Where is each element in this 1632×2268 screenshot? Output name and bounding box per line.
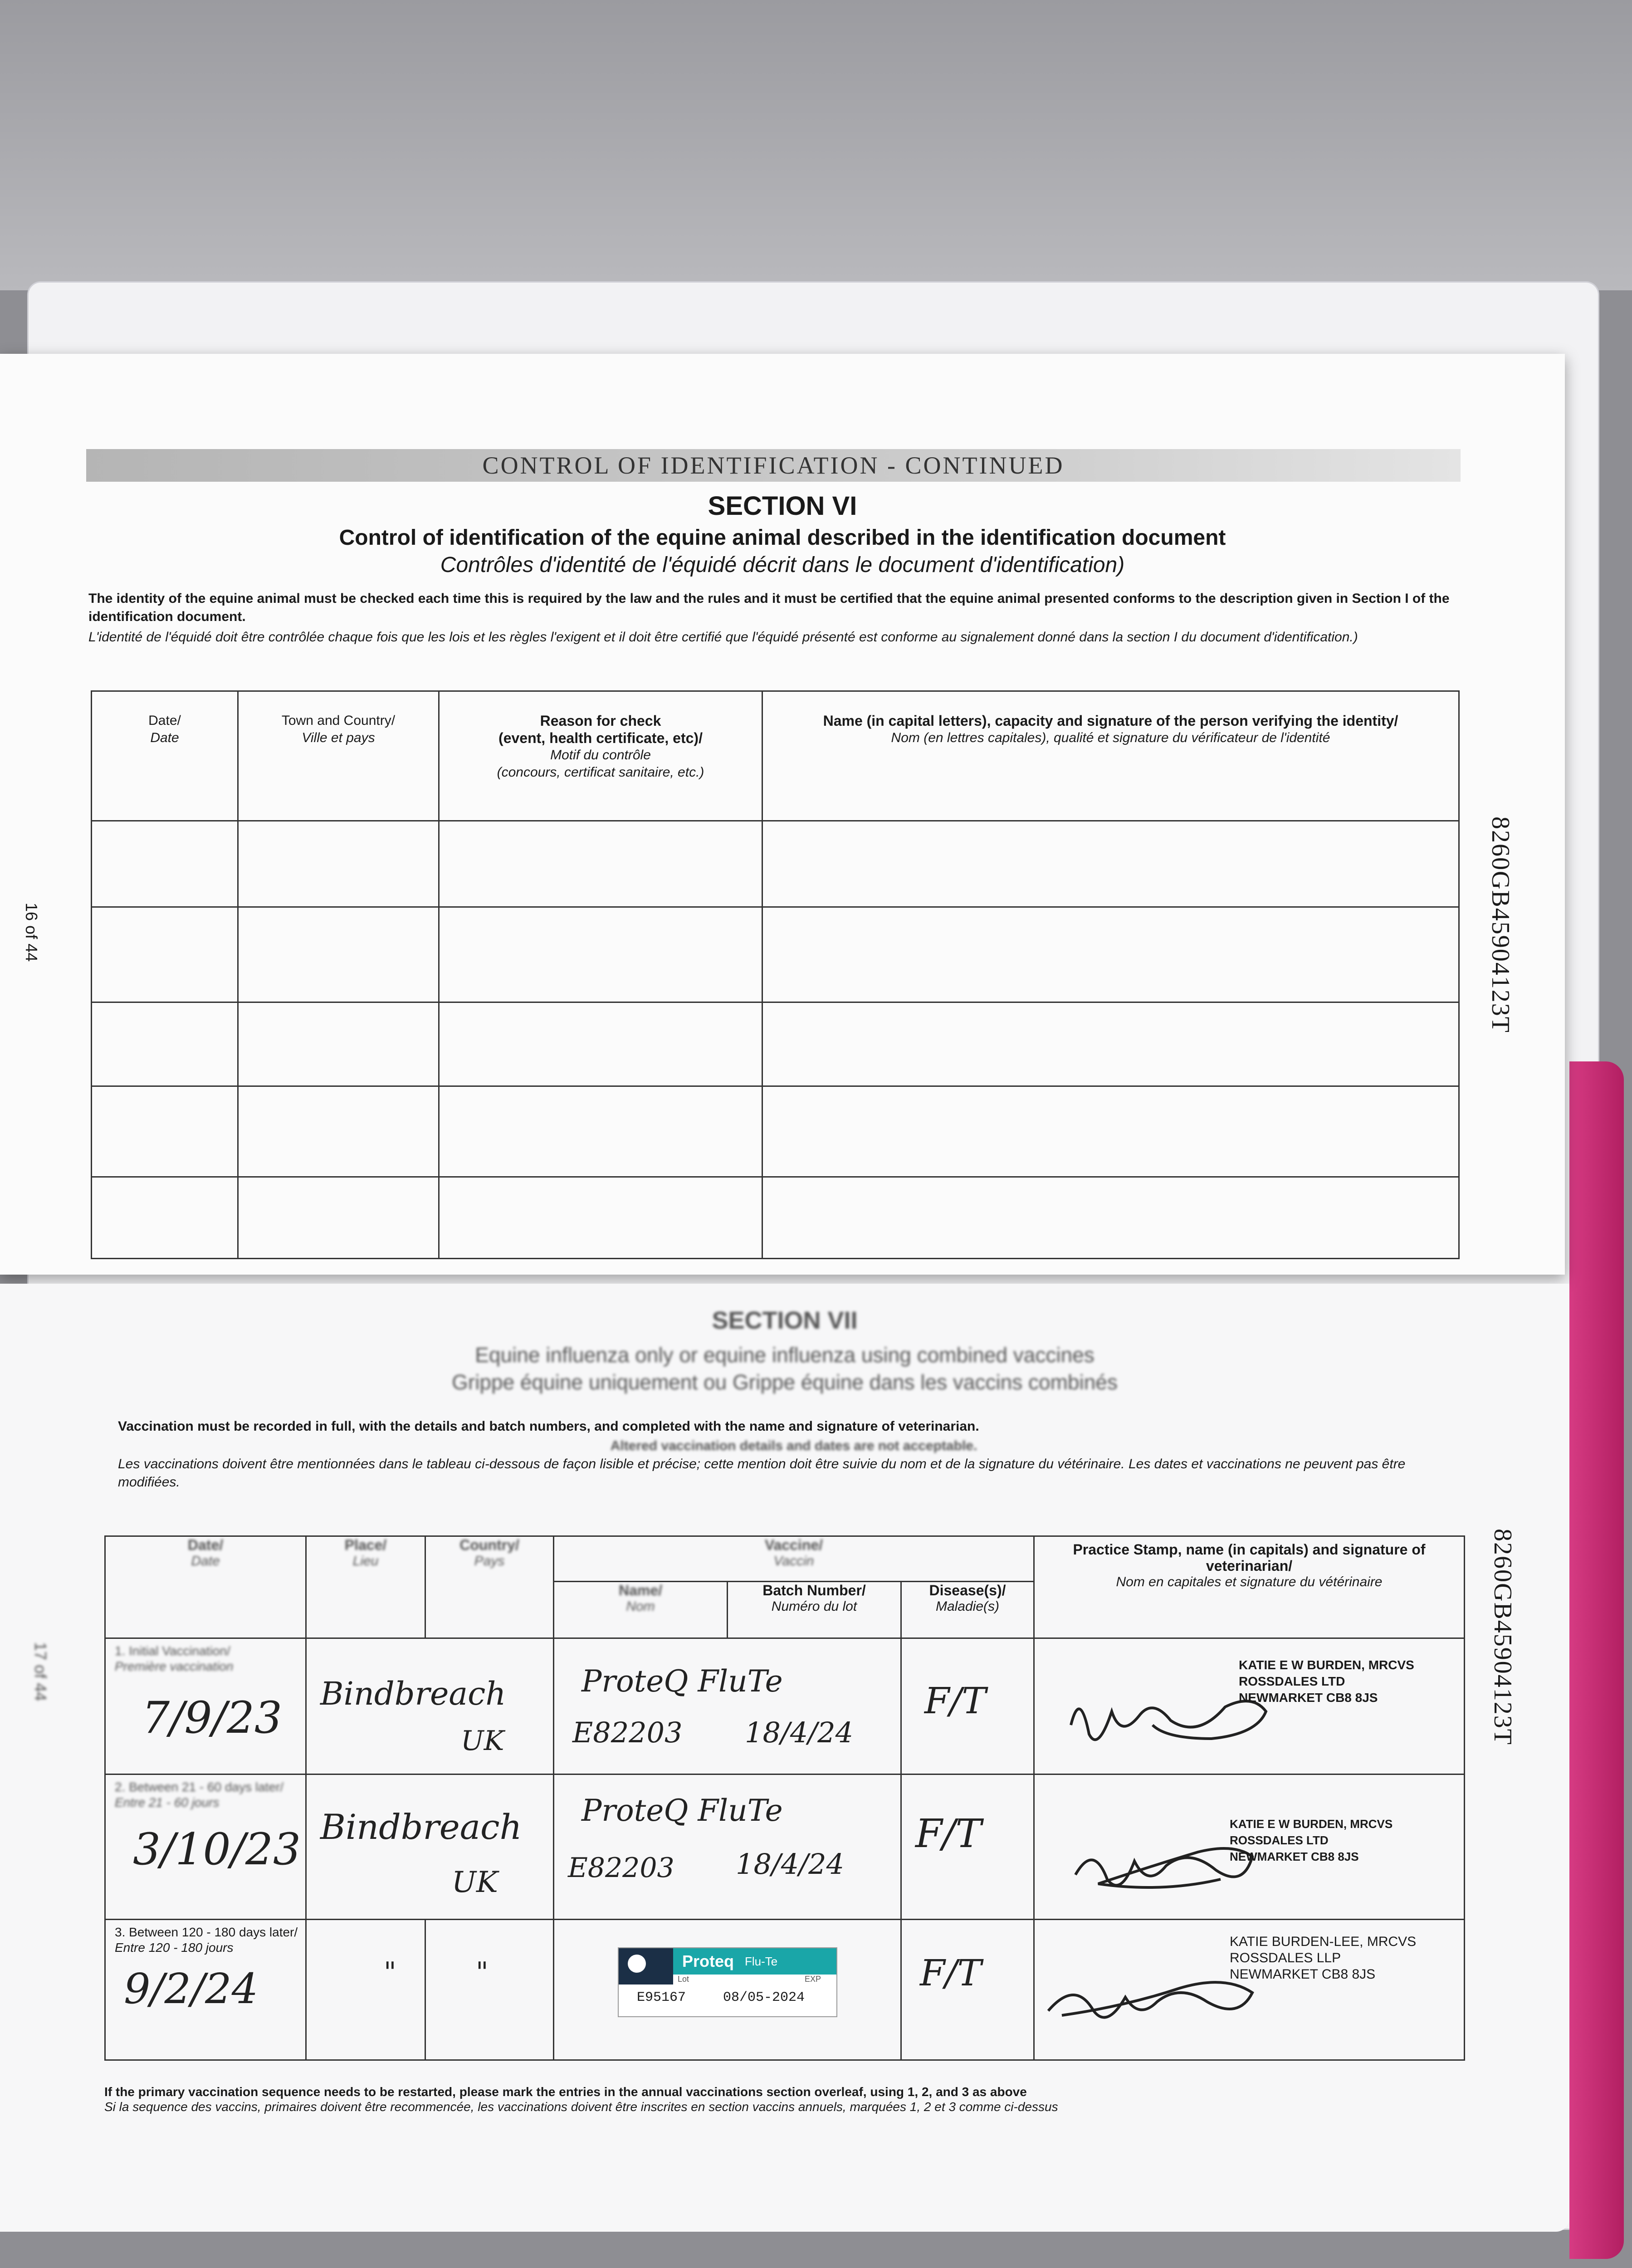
col-country-fr: Pays [474, 1554, 505, 1569]
vaccination-date: 3/10/23 [133, 1824, 301, 1875]
vet-stamp [1230, 1816, 1393, 1865]
row-label-en: 1. Initial Vaccination/ [115, 1644, 230, 1658]
col-date-en: Date/ [187, 1537, 224, 1553]
table-row [92, 1086, 1459, 1177]
col-reason-fr: Motif du contrôle [550, 748, 651, 763]
stamp-line-practice: ROSSDALES LLP [1230, 1950, 1341, 1965]
section-vii-title: SECTION VII [712, 1307, 858, 1334]
stamp-line-name: KATIE BURDEN-LEE, MRCVS [1230, 1934, 1417, 1949]
section-vii-intro-en: Vaccination must be recorded in full, with the details and batch numbers, and completed with the name and signature of veterinarian. [118, 1419, 979, 1434]
place-country-cell [306, 1638, 554, 1774]
footnote-en: If the primary vaccination sequence needs to be restarted, please mark the entries in the annual vaccinations section overleaf, using 1, 2, and 3 as above [104, 2085, 1027, 2099]
col-town [238, 691, 439, 821]
col-vaccine-name [554, 1582, 728, 1638]
col-reason [439, 691, 762, 821]
place-cell [306, 1920, 425, 2060]
sticker-date: 08/05-2024 [723, 1990, 805, 2005]
col-batch [728, 1582, 901, 1638]
vet-stamp [1230, 1934, 1416, 1983]
disease-value: F/T [920, 1952, 982, 1994]
section-vii-title-fr: Grippe équine uniquement ou Grippe équine dans les vaccins combinés [452, 1370, 1118, 1394]
vaccine-name: ProteQ FluTe [581, 1793, 783, 1828]
col-country-en: Country/ [459, 1537, 519, 1553]
vaccination-date: 7/9/23 [142, 1692, 282, 1743]
table-row [105, 1638, 1465, 1774]
vaccination-place: Bindbreach [320, 1675, 506, 1712]
col-vet-fr: Nom en capitales et signature du vétérinaire [1116, 1574, 1383, 1589]
date-cell [105, 1920, 306, 2060]
table-row [92, 907, 1459, 1002]
stamp-line-practice: ROSSDALES LTD [1230, 1833, 1329, 1847]
col-place [306, 1536, 425, 1638]
col-disease-fr: Maladie(s) [935, 1599, 1000, 1614]
col-country [425, 1536, 554, 1638]
col-disease-en: Disease(s)/ [929, 1582, 1006, 1598]
section-vii-title-en: Equine influenza only or equine influenza using combined vaccines [475, 1343, 1095, 1367]
stamp-line-name: KATIE E W BURDEN, MRCVS [1239, 1658, 1414, 1672]
vet-cell [1034, 1638, 1465, 1774]
col-vaccine-fr: Vaccin [773, 1554, 814, 1569]
disease-value: F/T [915, 1811, 982, 1857]
sticker-brand: Proteq [682, 1952, 734, 1970]
scanner-background [0, 0, 1632, 290]
col-date-en: Date/ [148, 713, 181, 728]
col-verifier [762, 691, 1459, 821]
stamp-line-address: NEWMARKET CB8 8JS [1230, 1967, 1376, 1982]
row-label-en: 3. Between 120 - 180 days later/ [115, 1925, 298, 1939]
section-vi-intro-fr: L'identité de l'équidé doit être contrôlée chaque fois que les lois et les règles l'exigent et il doit être certifié que l'équidé présenté est conforme au signalement donné dans la section I du document d'identification.) [88, 630, 1358, 645]
vet-signature [1044, 1961, 1261, 2033]
disease-cell [901, 1920, 1034, 2060]
stamp-line-name: KATIE E W BURDEN, MRCVS [1230, 1817, 1393, 1831]
row-label-fr: Entre 120 - 180 jours [115, 1941, 234, 1955]
row-label-en: 2. Between 21 - 60 days later/ [115, 1780, 283, 1794]
identity-check-table [91, 690, 1460, 1259]
vaccination-country: UK [461, 1725, 504, 1757]
batch-number: E82203 [568, 1852, 674, 1884]
section-vi-title-en: Control of identification of the equine animal described in the identification document [339, 526, 1226, 550]
section-vi-title-fr: Contrôles d'identité de l'équidé décrit dans le document d'identification) [440, 553, 1125, 577]
vaccination-country: UK [452, 1866, 498, 1899]
stamp-line-practice: ROSSDALES LTD [1239, 1674, 1345, 1688]
row-label-fr: Première vaccination [115, 1659, 234, 1673]
col-name-en: Name/ [618, 1582, 663, 1598]
col-place-fr: Lieu [352, 1554, 379, 1569]
footnote-fr: Si la sequence des vaccins, primaires doivent être recommencée, les vaccinations doivent être inscrites en section vaccins annuels, marquées 1, 2 et 3 comme ci-dessus [104, 2100, 1058, 2114]
vaccination-table [104, 1535, 1465, 2061]
disease-cell [901, 1638, 1034, 1774]
vaccination-country: " [476, 1956, 489, 1988]
col-vaccine [554, 1536, 1034, 1582]
table-row [92, 1002, 1459, 1086]
col-verifier-fr: Nom (en lettres capitales), qualité et signature du vérificateur de l'identité [891, 730, 1330, 745]
col-batch-fr: Numéro du lot [771, 1599, 857, 1614]
col-date-fr: Date [191, 1554, 220, 1569]
passport-pink-edge [1569, 1061, 1624, 2259]
col-vet-en: Practice Stamp, name (in capitals) and signature of veterinarian/ [1073, 1541, 1426, 1574]
page-number-17: 17 of 44 [31, 1642, 50, 1701]
col-verifier-en: Name (in capital letters), capacity and signature of the person verifying the identity/ [823, 713, 1398, 729]
vaccination-place: " [384, 1956, 396, 1988]
col-disease [901, 1582, 1034, 1638]
place-country-cell [306, 1774, 554, 1920]
sticker-exp-label: EXP [805, 1975, 821, 1984]
batch-number: E82203 [572, 1716, 683, 1749]
col-vet [1034, 1536, 1465, 1638]
table-row [92, 821, 1459, 907]
vet-cell [1034, 1774, 1465, 1920]
passport-id-bottom: 8260GB45904123T [1489, 1529, 1517, 1745]
stamp-line-address: NEWMARKET CB8 8JS [1230, 1850, 1359, 1863]
vaccine-cell [554, 1920, 901, 2060]
table-row [92, 1177, 1459, 1259]
col-vaccine-en: Vaccine/ [764, 1537, 823, 1553]
col-name-fr: Nom [626, 1599, 655, 1614]
vaccination-place: Bindbreach [320, 1807, 522, 1847]
col-batch-en: Batch Number/ [762, 1582, 866, 1598]
col-reason-en2: (event, health certificate, etc)/ [498, 730, 703, 746]
vaccine-cell [554, 1774, 901, 1920]
col-date [92, 691, 238, 821]
vaccination-date: 9/2/24 [124, 1965, 259, 2013]
col-town-en: Town and Country/ [281, 713, 396, 728]
header-title: CONTROL OF IDENTIFICATION - CONTINUED [482, 452, 1065, 479]
sticker-product: Flu-Te [745, 1955, 778, 1968]
page-number-16: 16 of 44 [22, 903, 41, 962]
vet-cell [1034, 1920, 1465, 2060]
table-row [105, 1774, 1465, 1920]
vaccine-cell [554, 1638, 901, 1774]
passport-id-top: 8260GB45904123T [1486, 816, 1515, 1033]
table-row [105, 1920, 1465, 2060]
col-reason-fr2: (concours, certificat sanitaire, etc.) [497, 765, 704, 780]
row-label-fr: Entre 21 - 60 jours [115, 1795, 220, 1809]
batch-date: 18/4/24 [736, 1848, 845, 1881]
section-vii-intro-en2: Altered vaccination details and dates are not acceptable. [610, 1438, 977, 1453]
disease-cell [901, 1774, 1034, 1920]
col-date-fr: Date [150, 730, 179, 745]
country-cell [425, 1920, 554, 2060]
section-vi-intro-en: The identity of the equine animal must be checked each time this is required by the law and the rules and it must be certified that the equine animal presented conforms to the description given in Section I of the identification document. [88, 591, 1450, 624]
disease-value: F/T [924, 1680, 986, 1722]
sticker-lot-label: Lot [678, 1975, 689, 1984]
section-vi-title: SECTION VI [708, 491, 857, 521]
vet-stamp [1239, 1657, 1414, 1706]
header-bar [86, 449, 1461, 482]
col-place-en: Place/ [344, 1537, 387, 1553]
col-date [105, 1536, 306, 1638]
proteq-logo-icon [628, 1955, 646, 1973]
col-reason-en: Reason for check [540, 713, 661, 729]
vaccine-name: ProteQ FluTe [581, 1664, 783, 1699]
section-vii-intro-fr: Les vaccinations doivent être mentionnées dans le tableau ci-dessous de façon lisible et précise; cette mention doit être suivie du nom et de la signature du vétérinaire. Les dates et vaccinations ne peuvent pas être modifiées. [118, 1457, 1406, 1490]
col-town-fr: Ville et pays [302, 730, 375, 745]
date-cell [105, 1774, 306, 1920]
date-cell [105, 1638, 306, 1774]
batch-date: 18/4/24 [745, 1716, 854, 1749]
vaccine-sticker [618, 1947, 837, 2017]
stamp-line-address: NEWMARKET CB8 8JS [1239, 1691, 1378, 1705]
sticker-batch: E95167 [637, 1990, 686, 2005]
